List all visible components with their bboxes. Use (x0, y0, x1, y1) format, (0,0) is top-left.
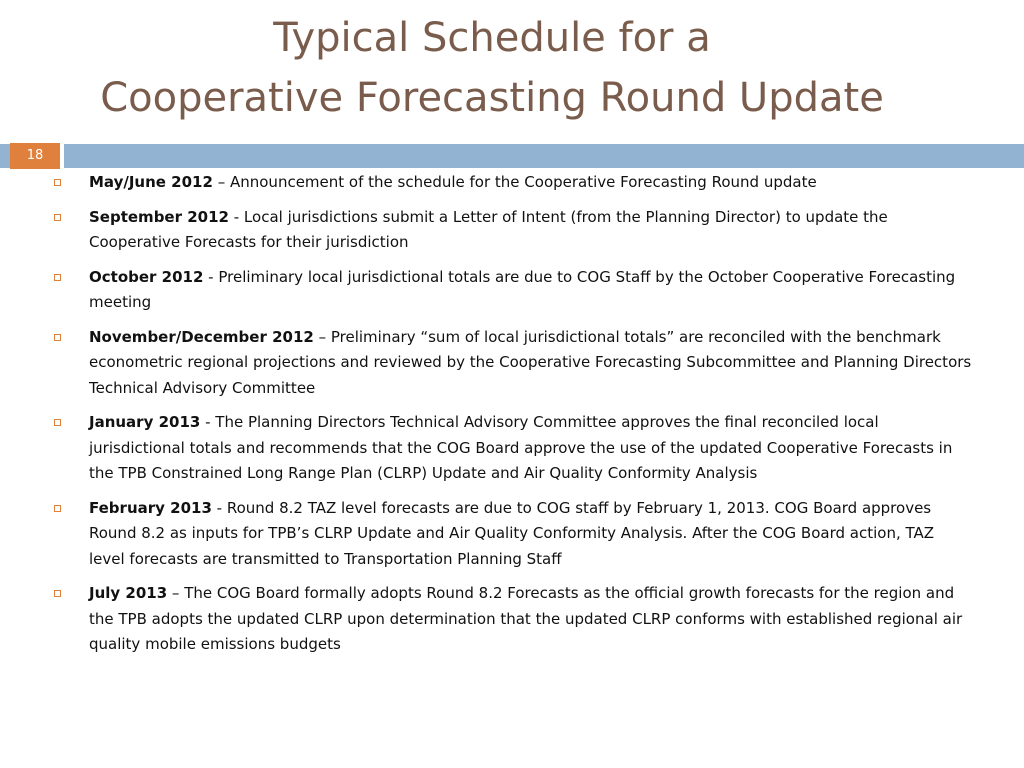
list-item (52, 581, 972, 658)
bar-left-segment (0, 144, 10, 168)
list-item (52, 170, 972, 196)
schedule-date: September 2012 (89, 207, 229, 226)
list-item (52, 325, 972, 402)
schedule-list (52, 170, 972, 667)
schedule-date: November/December 2012 (89, 327, 314, 346)
square-bullet-icon (54, 334, 61, 341)
slide-title (0, 8, 984, 128)
schedule-text: The COG Board formally adopts Round 8.2 Forecasts as the official growth forecasts for the region and the TPB adopts the updated CLRP upon determination that the updated CLRP conforms with established regional air quality mobile emissions budgets (89, 584, 963, 653)
square-bullet-icon (54, 590, 61, 597)
schedule-text: Preliminary “sum of local jurisdictional totals” are reconciled with the benchmark econometric regional projections and reviewed by the Cooperative Forecasting Subcommittee and Planning Directors Technical Advisory Committee (89, 327, 972, 397)
schedule-text: Announcement of the schedule for the Cooperative Forecasting Round update (229, 173, 817, 191)
schedule-text: Round 8.2 TAZ level forecasts are due to COG staff by February 1, 2013. COG Board approves Round 8.2 as inputs for TPB’s CLRP Update and Air Quality Conformity Analysis. After the COG Board action, TAZ level forecasts are transmitted to Transportation Planning Staff (89, 498, 935, 568)
schedule-date: May/June 2012 (89, 173, 213, 191)
separator: – (313, 327, 331, 346)
schedule-text: The Planning Directors Technical Advisory Committee approves the final reconciled local jurisdictional totals and recommends that the COG Board approve the use of the updated Cooperative Forecasts in the TPB Constrained Long Range Plan (CLRP) Update and Air Quality Conformity Analysis (89, 413, 953, 482)
schedule-date: January 2013 (89, 413, 201, 431)
schedule-date: October 2012 (89, 267, 204, 286)
slide-number: 18 (10, 143, 60, 169)
slide-number-bar (0, 143, 1024, 169)
separator: – (167, 584, 185, 602)
square-bullet-icon (54, 274, 61, 281)
separator: - (203, 267, 219, 286)
square-bullet-icon (54, 214, 61, 221)
square-bullet-icon (54, 179, 61, 186)
separator: - (228, 207, 244, 226)
list-item (52, 496, 972, 573)
schedule-text: Local jurisdictions submit a Letter of Intent (from the Planning Director) to update the Cooperative Forecasts for their jurisdiction (89, 207, 888, 251)
separator: - (211, 498, 227, 517)
list-item (52, 410, 972, 487)
separator: - (200, 413, 216, 431)
separator: – (212, 173, 230, 191)
schedule-date: July 2013 (89, 584, 168, 602)
square-bullet-icon (54, 505, 61, 512)
schedule-text: Preliminary local jurisdictional totals are due to COG Staff by the October Cooperative Forecasting meeting (89, 267, 956, 311)
slide-title-line-1: Typical Schedule for a (273, 15, 711, 61)
list-item (52, 205, 972, 256)
slide-title-line-2: Cooperative Forecasting Round Update (100, 75, 884, 121)
bar-right-segment (64, 144, 1024, 168)
square-bullet-icon (54, 419, 61, 426)
list-item (52, 265, 972, 316)
schedule-date: February 2013 (89, 498, 212, 517)
